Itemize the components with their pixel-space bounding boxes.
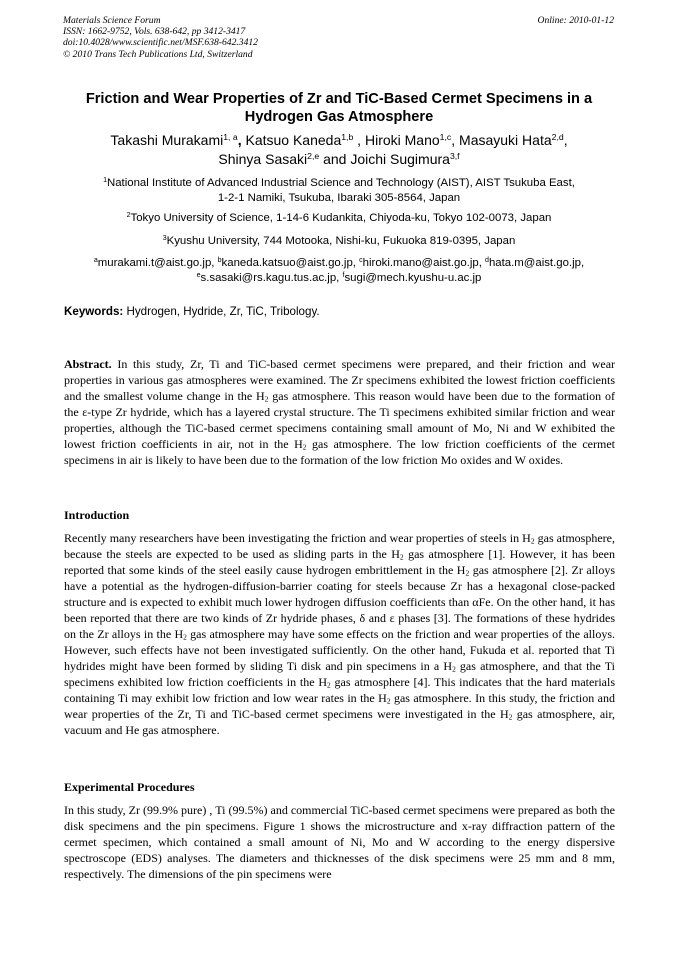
author-conjunction: and [323,151,347,167]
author-list [40,131,638,169]
author-name: Takashi Murakami [110,132,224,148]
keywords-text: Hydrogen, Hydride, Zr, TiC, Tribology. [126,305,320,318]
issn-line: ISSN: 1662-9752, Vols. 638-642, pp 3412-3417 [63,26,246,38]
author-affil-mark: 1, a [223,131,238,142]
author-affil-mark: 1,c [439,131,452,142]
author-affil-mark: 1,b [341,131,354,142]
author-line-2 [40,150,638,169]
affil-text: Tokyo University of Science, 1-14-6 Kudankita, Chiyoda-ku, Tokyo 102-0073, Japan [130,212,552,224]
abstract-text: gas atmosphere. The low friction coefficients of the cermet specimens in air is likely to have been due to the formation of the low friction Mo oxides and W oxides. [64,437,616,467]
subscript: 2 [264,394,269,404]
intro-text: gas atmosphere may have some effects on the friction and wear properties of the alloys. However, such effects have not been investigated sufficiently. On the other hand, Fukuda et al. reported that Ti hydrides might have been formed by sliding Ti disk and pin specimens in a H [64,627,615,673]
email-mark: d [485,256,489,264]
journal-name: Materials Science Forum [63,15,161,26]
affiliation-3 [40,234,638,249]
intro-text: Recently many researchers have been investigating the friction and wear properties of steels in H [64,531,531,545]
affil-text: Kyushu University, 744 Motooka, Nishi-ku, Fukuoka 819-0395, Japan [166,235,516,247]
subscript: 2 [183,632,187,642]
author-name: Hiroki Mano [364,132,440,148]
affiliation-2 [40,211,638,226]
title-line-1: Friction and Wear Properties of Zr and TiC-Based Cermet Specimens in a [85,91,593,107]
subscript: 2 [530,536,535,546]
experimental-paragraph: In this study, Zr (99.9% pure) , Ti (99.5%) and commercial TiC-based cermet specimens were prepared as both the disk specimens and the pin specimens. Figure 1 shows the microstructure and x-ray diffraction pattern of the cermet specimen, which contained a small amount of Ni, Mo and W according to the energy dispersive spectroscope (EDS) analyses. The diameters and thicknesses of the disk specimens were 25 mm and 8 mm, respectively. The dimensions of the pin specimens were [64,803,615,881]
author-line-1: Takashi Murakami$^{1, a}$, Katsuo Kaneda$^{1,b}$ , Hiroki Mano$^{1,c}$, Masayuki Hata$^{2,d}$, [110,131,568,148]
email-mark: e [196,271,201,279]
introduction-paragraph [64,530,615,738]
experimental-heading: Experimental Procedures [64,780,195,794]
email-mark: c [359,256,363,264]
author-affil-mark: 2,d [551,131,564,142]
intro-text: gas atmosphere. In this study, the friction and wear properties of the Zr, Ti and TiC-based cermet specimens were investigated in the H [64,691,615,721]
email-link: murakami.t@aist.go.jp, [97,257,215,269]
email-mark: f [342,271,345,279]
subscript: 2 [399,552,404,562]
email-mark: b [217,256,222,264]
abstract-label: Abstract. [64,357,112,371]
keywords-label: Keywords: [64,305,124,318]
keywords [64,304,320,319]
intro-text: gas atmosphere, because the steels are expected to be used as sliding parts in the H [64,531,615,561]
doi-line: doi:10.4028/www.scientific.net/MSF.638-642.3412 [63,37,258,49]
title-line-2: Hydrogen Gas Atmosphere [244,109,434,125]
subscript: 2 [302,442,307,452]
intro-text: gas atmosphere [1]. However, it has been reported that some kinds of the steel easily cause hydrogen embrittlement in the H [64,547,615,577]
abstract-text: gas atmosphere. This reason would have been due to the formation of the ε-type Zr hydride, which has a layered crystal structure. The Ti specimens exhibited similar friction and wear properties, although the TiC-based cermet specimens containing small amount of Mo, Ni and W exhibited the lowest friction coefficients in air, not in the H [64,389,616,451]
email-link: sugi@mech.kyushu-u.ac.jp [344,272,482,284]
affiliation-1 [40,176,638,206]
introduction-heading: Introduction [64,508,130,522]
email-link: kaneda.katsuo@aist.go.jp, [221,257,356,269]
affil-mark: 3 [162,234,167,242]
abstract-paragraph [64,356,615,468]
affil-text: 1-2-1 Namiki, Tsukuba, Ibaraki 305-8564, Japan [217,192,461,204]
author-affil-mark: 2,e [307,150,320,161]
subscript: 2 [327,680,331,690]
abstract-text: In this study, Zr, Ti and TiC-based cermet specimens were prepared, and their friction and wear properties in various gas atmospheres were examined. The Zr specimens exhibited the lowest friction coefficients and the smallest volume change in the H [64,357,616,403]
paper-title [40,90,638,126]
intro-text: gas atmosphere [4]. This indicates that the hard materials containing Ti may exhibit low friction and low wear rates in the H [64,675,616,705]
intro-text: gas atmosphere, air, vacuum and He gas atmosphere. [64,707,615,737]
affil-mark: 1 [103,176,107,184]
subscript: 2 [452,664,456,674]
intro-text: gas atmosphere [2]. Zr alloys have a potential as the hydrogen-diffusion-barrier coating for steels because Zr has a hexagonal close-packed structure and is expected to exhibit much lower hydrogen diffusion coefficients than αFe. On the other hand, it has been reported that there are two kinds of Zr hydride phases, δ and ε phases [3]. The formations of these hydrides on the Zr alloys in the H [64,563,616,641]
email-link: s.sasaki@rs.kagu.tus.ac.jp, [200,272,340,284]
affil-text: National Institute of Advanced Industrial Science and Technology (AIST), AIST Tsukuba East, [107,177,575,189]
author-name: Shinya Sasaki [218,151,308,167]
subscript: 2 [465,568,470,578]
author-name: Joichi Sugimura [350,151,450,167]
author-emails [40,256,638,286]
author-name: Masayuki Hata [459,132,552,148]
author-name: Katsuo Kaneda [245,132,342,148]
intro-text: gas atmosphere, and that the Ti specimens exhibited low friction coefficients in the H [64,659,615,689]
affil-mark: 2 [126,211,131,219]
author-affil-mark: 3,f [449,150,460,161]
subscript: 2 [386,696,391,706]
subscript: 2 [508,712,513,722]
journal-header [63,15,258,60]
copyright-line: © 2010 Trans Tech Publications Ltd, Switzerland [63,48,253,60]
email-link: hata.m@aist.go.jp, [488,257,585,269]
email-mark: a [93,256,98,264]
email-link: hiroki.mano@aist.go.jp, [362,257,482,269]
online-date: Online: 2010-01-12 [537,15,614,26]
